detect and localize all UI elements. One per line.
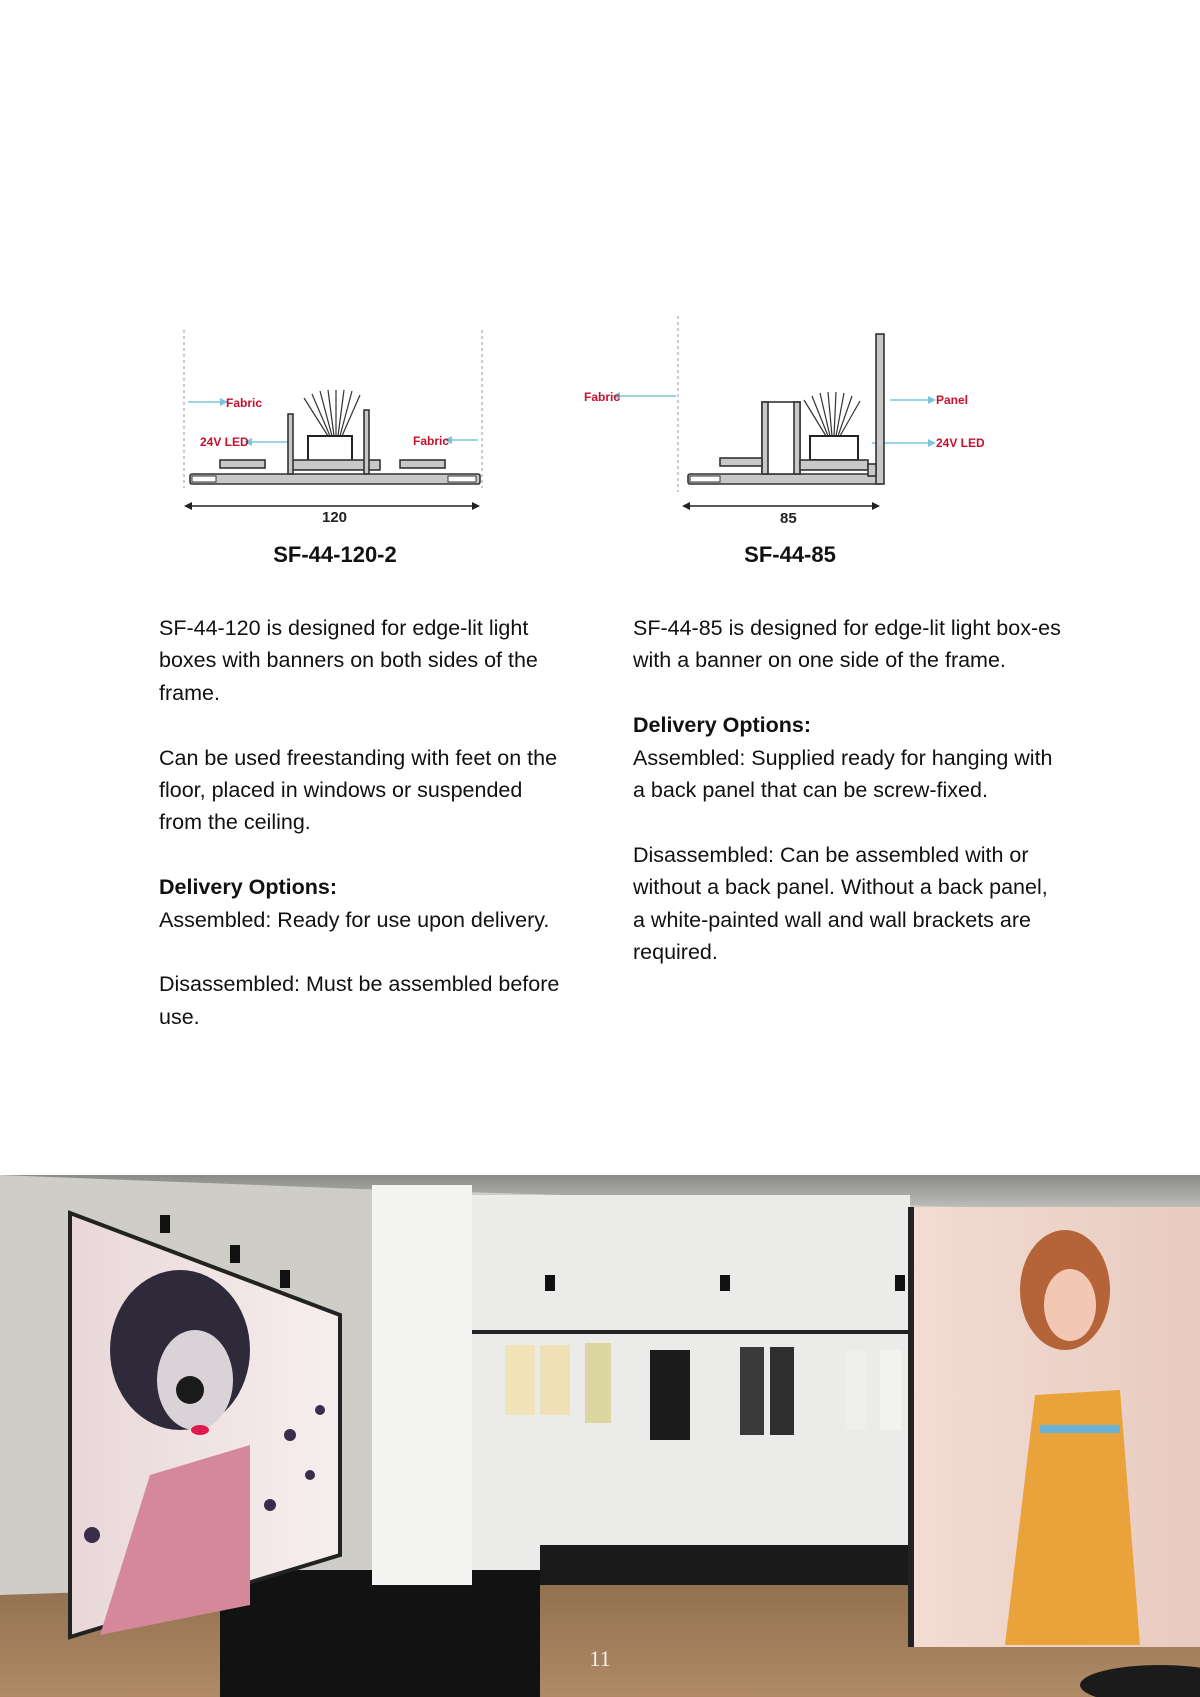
delivery-options-heading: Delivery Options: bbox=[633, 713, 812, 738]
label-fabric-right: Fabric bbox=[413, 434, 450, 448]
label-fabric-top: Fabric bbox=[226, 396, 263, 410]
label-fabric: Fabric bbox=[584, 390, 621, 404]
model-title-sf-44-85: SF-44-85 bbox=[744, 542, 836, 567]
disassembled-text: Disassembled: Must be assembled before use. bbox=[159, 972, 560, 1029]
page-number: 11 bbox=[589, 1646, 611, 1671]
store-interior-photo bbox=[0, 1175, 1200, 1697]
profile-diagram-sf-44-120 bbox=[180, 318, 500, 528]
assembled-text: Assembled: Supplied ready for hanging with a back panel that can be screw-fixed. bbox=[633, 745, 1053, 803]
usage-paragraph: Can be used freestanding with feet on the floor, placed in windows or suspended from the ceiling. bbox=[159, 745, 558, 835]
store-interior-illustration bbox=[0, 1175, 1200, 1697]
model-title-sf-44-120-2: SF-44-120-2 bbox=[273, 542, 397, 567]
right-description-column bbox=[633, 612, 1063, 1001]
delivery-options-heading: Delivery Options: bbox=[159, 875, 338, 900]
left-description-column bbox=[159, 612, 569, 1066]
label-24v-led: 24V LED bbox=[936, 436, 985, 450]
dimension-85: 85 bbox=[780, 510, 797, 527]
label-panel: Panel bbox=[936, 393, 969, 407]
disassembled-text: Disassembled: Can be assembled with or without a back panel. Without a back panel, a white-painted wall and wall brackets are required. bbox=[633, 842, 1048, 965]
assembled-text: Assembled: Ready for use upon delivery. bbox=[159, 907, 550, 932]
profile-diagram-sf-44-85 bbox=[580, 316, 1000, 528]
intro-paragraph: SF-44-85 is designed for edge-lit light box-es with a banner on one side of the frame. bbox=[633, 616, 1061, 673]
intro-paragraph: SF-44-120 is designed for edge-lit light boxes with banners on both sides of the frame. bbox=[159, 616, 538, 705]
label-24v-led: 24V LED bbox=[200, 435, 249, 449]
dimension-120: 120 bbox=[322, 509, 348, 526]
